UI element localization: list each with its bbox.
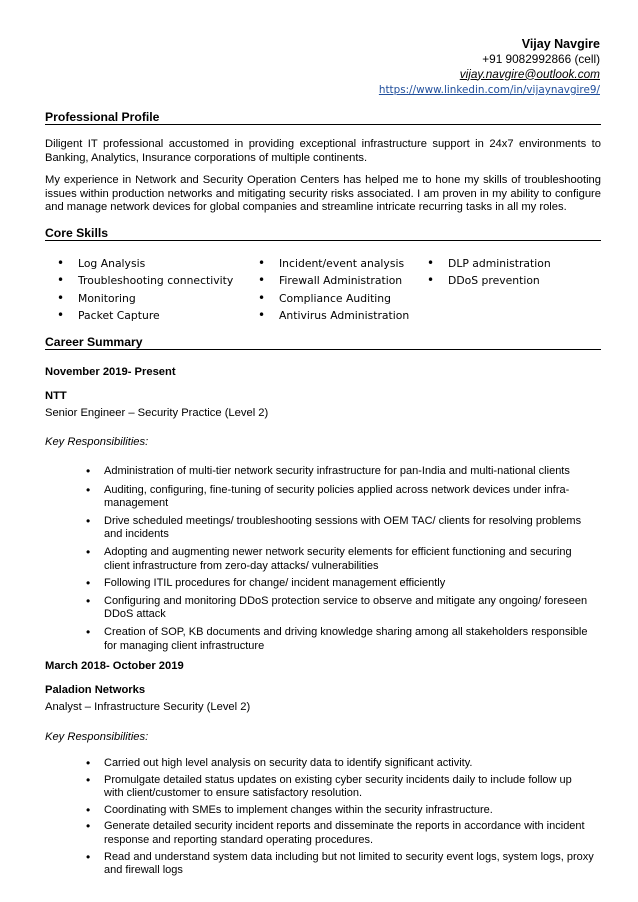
responsibility-item: • Drive scheduled meetings/ troubleshooting sessions with OEM TAC/ clients for resolving problems and incidents: [84, 515, 594, 542]
responsibility-item: • Carried out high level analysis on security data to identify significant activity.: [84, 757, 594, 771]
responsibility-item: • Coordinating with SMEs to implement changes within the security infrastructure.: [84, 804, 594, 818]
responsibility-item: • Following ITIL procedures for change/ incident management efficiently: [84, 577, 594, 591]
responsibility-item: • Adopting and augmenting newer network security elements for efficient functioning and securing client infrastructure from zero-day attacks/ vulnerabilities: [84, 546, 594, 573]
job-1-company: [45, 389, 601, 403]
job-1-role: [45, 406, 601, 420]
skills-column-2: [256, 255, 409, 324]
job-date: March 2018- October 2019: [45, 660, 184, 672]
profile-paragraph-1: Diligent IT professional accustomed in providing exceptional infrastructure support in 24x7 environments to Banking, Analytics, Insurance corporations of multiple continents.: [45, 138, 601, 164]
responsibility-item: • Configuring and monitoring DDoS protection service to observe and mitigate any ongoing/ foreseen DDoS attack: [84, 595, 594, 622]
skills-column-3: [425, 255, 551, 290]
job-2-key-label: [45, 730, 601, 744]
responsibility-item: • Administration of multi-tier network security infrastructure for pan-India and multi-national clients: [84, 465, 594, 479]
job-role: Analyst – Infrastructure Security (Level 2): [45, 701, 251, 713]
job-2-company: [45, 683, 601, 697]
candidate-name: Vijay Navgire: [521, 37, 600, 51]
job-2-role: [45, 700, 601, 714]
job-company: NTT: [45, 390, 67, 402]
job-company: Paladion Networks: [45, 684, 146, 696]
skill-item: • Compliance Auditing: [256, 290, 409, 307]
job-role: Senior Engineer – Security Practice (Level 2): [45, 407, 269, 419]
skill-item: • Incident/event analysis: [256, 255, 409, 272]
job-2-date: [45, 659, 601, 673]
linkedin-link[interactable]: https://www.linkedin.com/in/vijaynavgire9/: [378, 84, 600, 96]
skill-item: • Antivirus Administration: [256, 307, 409, 324]
responsibility-item: • Auditing, configuring, fine-tuning of security policies applied across network devices under infra-management: [84, 484, 594, 511]
responsibility-item: • Generate detailed security incident reports and disseminate the reports in accordance with incident response and reporting standard operating procedures.: [84, 820, 594, 847]
job-date: November 2019- Present: [45, 366, 176, 378]
skill-item: • Log Analysis: [55, 255, 233, 272]
contact-header: [379, 37, 600, 98]
job-1-bullets: [84, 465, 594, 653]
responsibility-item: • Creation of SOP, KB documents and driving knowledge sharing among all stakeholders responsible for managing client infrastructure: [84, 626, 594, 653]
email-link[interactable]: vijay.navgire@outlook.com: [459, 66, 600, 81]
skills-column-1: [55, 255, 233, 324]
key-responsibilities-label: Key Responsibilities:: [45, 436, 149, 448]
profile-paragraph-2: My experience in Network and Security Operation Centers has helped me to hone my skills of troubleshooting issues within production networks and mitigating security risks associated. I am proven in my ability to configure and manage network devices for global companies and streamline intricate recurring tasks in all my roles.: [45, 174, 601, 214]
responsibility-item: • Read and understand system data including but not limited to security event logs, system logs, proxy and firewall logs: [84, 851, 594, 878]
skill-item: • DLP administration: [425, 255, 551, 272]
skill-item: • Troubleshooting connectivity: [55, 272, 233, 289]
skill-item: • Packet Capture: [55, 307, 233, 324]
section-title-career: Career Summary: [45, 335, 601, 350]
job-1-key-label: [45, 435, 601, 449]
section-title-skills: Core Skills: [45, 226, 601, 241]
skill-item: • Firewall Administration: [256, 272, 409, 289]
skill-item: • DDoS prevention: [425, 272, 551, 289]
job-1-date: [45, 365, 601, 379]
key-responsibilities-label: Key Responsibilities:: [45, 731, 149, 743]
phone-number: +91 9082992866 (cell): [482, 52, 600, 66]
section-title-profile: Professional Profile: [45, 110, 601, 125]
skill-item: • Monitoring: [55, 290, 233, 307]
job-2-bullets: [84, 757, 594, 878]
responsibility-item: • Promulgate detailed status updates on existing cyber security incidents daily to include follow up with client/customer to ensure satisfactory resolution.: [84, 774, 594, 801]
